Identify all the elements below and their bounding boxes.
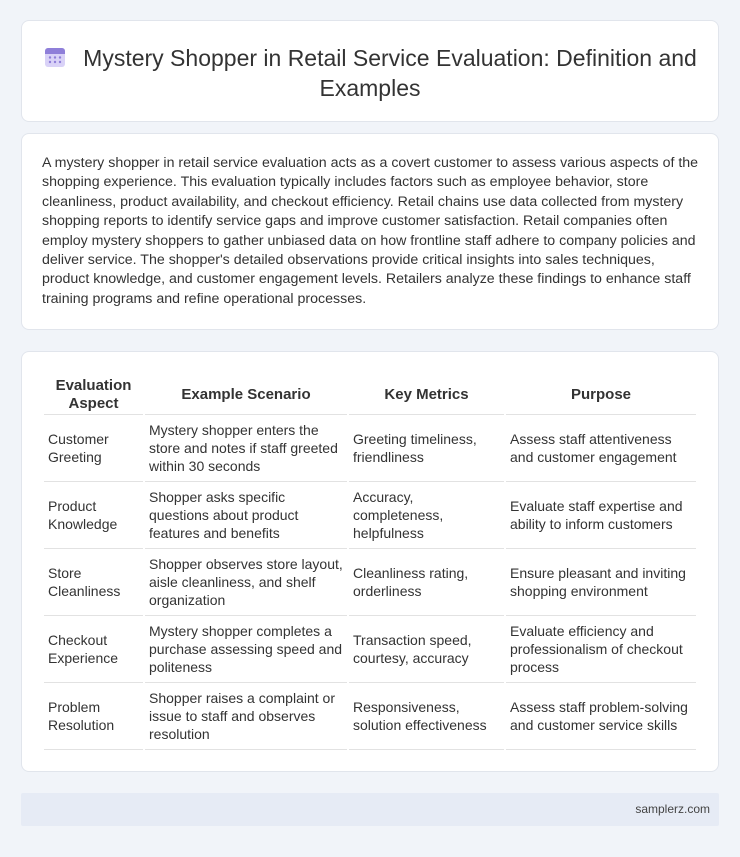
column-header-example-scenario: Example Scenario — [145, 372, 347, 415]
intro-paragraph: A mystery shopper in retail service evaluation acts as a covert customer to assess various aspects of the shopping experience. This evaluation typically includes factors such as employee behavior, store cleanliness, product availability, and checkout efficiency. Retail chains use data collected from mystery shopping reports to identify service gaps and improve customer satisfaction. Retail companies often employ mystery shoppers to gather unbiased data on how frontline staff adhere to company policies and deliver service. The shopper's detailed observations provide critical insights into sales techniques, product knowledge, and customer engagement levels. Retailers analyze these findings to enhance staff training programs and refine operational processes. — [42, 155, 699, 307]
table-cell-purpose: Assess staff problem-solving and customer service skills — [506, 683, 696, 750]
column-header-key-metrics: Key Metrics — [349, 372, 504, 415]
table-cell-metrics: Transaction speed, courtesy, accuracy — [349, 616, 504, 683]
table-cell-purpose: Evaluate efficiency and professionalism of checkout process — [506, 616, 696, 683]
column-header-evaluation-aspect: Evaluation Aspect — [44, 372, 143, 415]
footer-site-link[interactable]: samplerz.com — [635, 802, 710, 816]
table-row — [44, 549, 696, 616]
table-cell-aspect: Product Knowledge — [44, 482, 143, 549]
calendar-icon — [43, 45, 67, 69]
table-row — [44, 415, 696, 482]
table-cell-metrics: Responsiveness, solution effectiveness — [349, 683, 504, 750]
table-row — [44, 616, 696, 683]
table-cell-aspect: Checkout Experience — [44, 616, 143, 683]
table-row — [44, 683, 696, 750]
intro-card — [21, 133, 719, 330]
table-cell-metrics: Cleanliness rating, orderliness — [349, 549, 504, 616]
table-cell-scenario: Shopper asks specific questions about product features and benefits — [145, 482, 347, 549]
page-title-text: Mystery Shopper in Retail Service Evaluation: Definition and Examples — [83, 45, 697, 101]
title-wrap — [22, 43, 718, 103]
table-row — [44, 482, 696, 549]
table-cell-aspect: Store Cleanliness — [44, 549, 143, 616]
table-cell-purpose: Ensure pleasant and inviting shopping environment — [506, 549, 696, 616]
column-header-purpose: Purpose — [506, 372, 696, 415]
table-cell-scenario: Mystery shopper enters the store and notes if staff greeted within 30 seconds — [145, 415, 347, 482]
evaluation-table — [42, 372, 698, 750]
table-cell-scenario: Mystery shopper completes a purchase assessing speed and politeness — [145, 616, 347, 683]
footer — [21, 793, 719, 826]
table-cell-metrics: Greeting timeliness, friendliness — [349, 415, 504, 482]
table-cell-metrics: Accuracy, completeness, helpfulness — [349, 482, 504, 549]
table-cell-aspect: Problem Resolution — [44, 683, 143, 750]
table-cell-purpose: Evaluate staff expertise and ability to inform customers — [506, 482, 696, 549]
table-card — [21, 351, 719, 772]
table-cell-scenario: Shopper observes store layout, aisle cleanliness, and shelf organization — [145, 549, 347, 616]
page-title — [22, 43, 718, 103]
title-card — [21, 20, 719, 122]
table-cell-purpose: Assess staff attentiveness and customer engagement — [506, 415, 696, 482]
table-cell-scenario: Shopper raises a complaint or issue to staff and observes resolution — [145, 683, 347, 750]
table-header-row — [44, 372, 696, 415]
table-cell-aspect: Customer Greeting — [44, 415, 143, 482]
